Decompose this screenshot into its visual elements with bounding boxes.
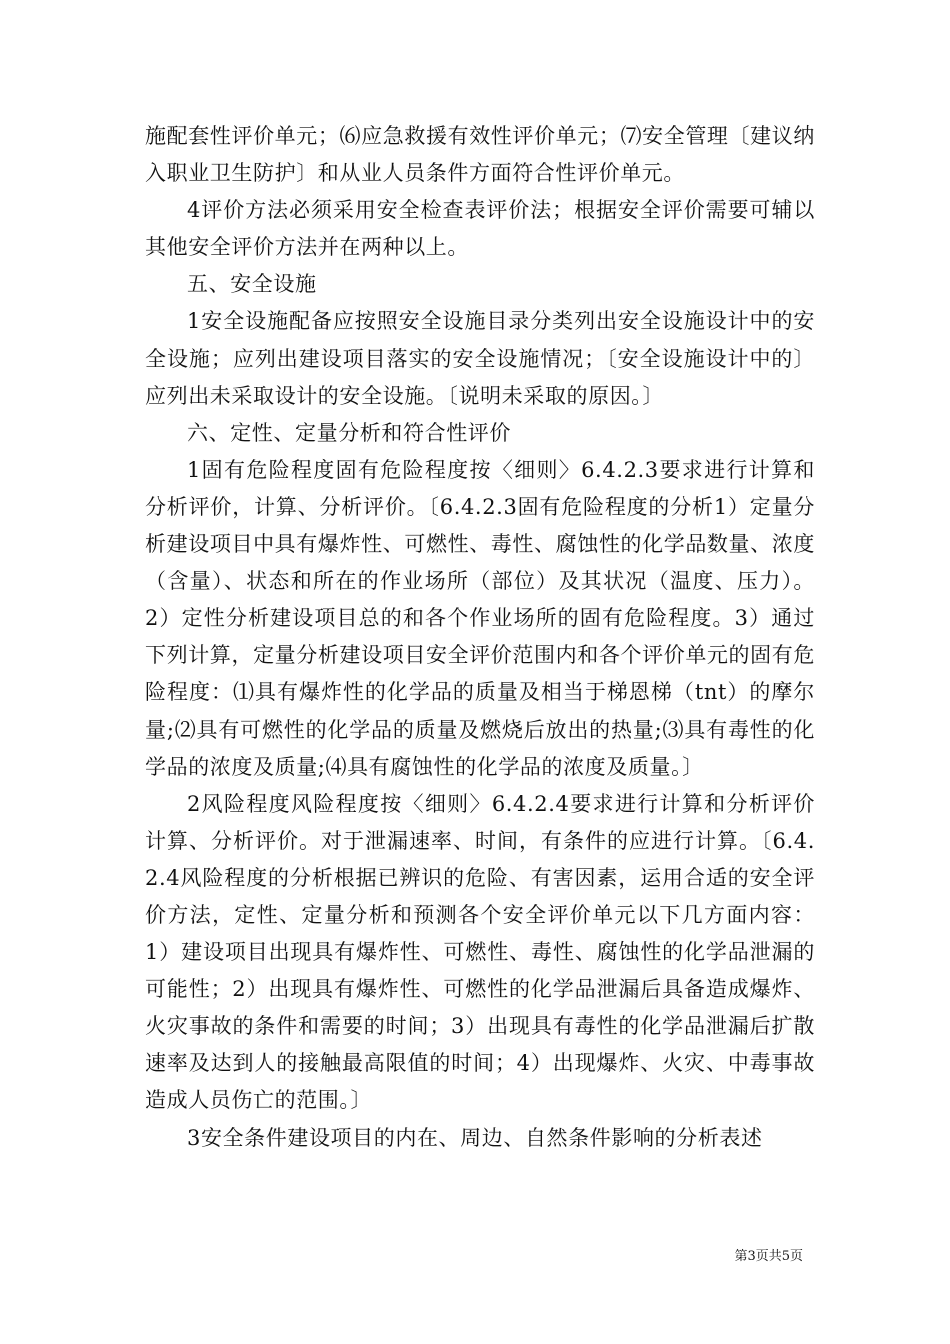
document-body	[145, 118, 815, 1157]
page-number-footer: 第3页共5页	[734, 1249, 803, 1264]
paragraph-7: 2风险程度风险程度按〈细则〉6.4.2.4要求进行计算和分析评价计算、分析评价。对于泄漏速率、时间，有条件的应进行计算。〔6.4.2.4风险程度的分析根据已辨识的危险、有害因素，运用合适的安全评价方法，定性、定量分析和预测各个安全评价单元以下几方面内容：1）建设项目出现具有爆炸性、可燃性、毒性、腐蚀性的化学品泄漏的可能性；2）出现具有爆炸性、可燃性的化学品泄漏后具备造成爆炸、火灾事故的条件和需要的时间；3）出现具有毒性的化学品泄漏后扩散速率及达到人的接触最高限值的时间；4）出现爆炸、火灾、中毒事故造成人员伤亡的范围。〕	[145, 791, 815, 1113]
paragraph-2: 4评价方法必须采用安全检查表评价法；根据安全评价需要可辅以其他安全评价方法并在两种以上。	[145, 198, 815, 260]
section-heading-safety-facilities: 五、安全设施	[187, 272, 317, 297]
section-heading-analysis: 六、定性、定量分析和符合性评价	[187, 420, 511, 445]
paragraph-8: 3安全条件建设项目的内在、周边、自然条件影响的分析表述	[187, 1125, 763, 1150]
paragraph-1: 施配套性评价单元；⑹应急救援有效性评价单元；⑺安全管理〔建议纳入职业卫生防护〕和从业人员条件方面符合性评价单元。	[145, 124, 815, 186]
paragraph-4: 1安全设施配备应按照安全设施目录分类列出安全设施设计中的安全设施；应列出建设项目落实的安全设施情况；〔安全设施设计中的〕应列出未采取设计的安全设施。〔说明未采取的原因。〕	[145, 309, 815, 408]
paragraph-6: 1固有危险程度固有危险程度按〈细则〉6.4.2.3要求进行计算和分析评价，计算、分析评价。〔6.4.2.3固有危险程度的分析1）定量分析建设项目中具有爆炸性、可燃性、毒性、腐蚀性的化学品数量、浓度（含量）、状态和所在的作业场所（部位）及其状况（温度、压力）。2）定性分析建设项目总的和各个作业场所的固有危险程度。3）通过下列计算，定量分析建设项目安全评价范围内和各个评价单元的固有危险程度：⑴具有爆炸性的化学品的质量及相当于梯恩梯（tnt）的摩尔量;⑵具有可燃性的化学品的质量及燃烧后放出的热量;⑶具有毒性的化学品的浓度及质量;⑷具有腐蚀性的化学品的浓度及质量。〕	[145, 457, 815, 779]
